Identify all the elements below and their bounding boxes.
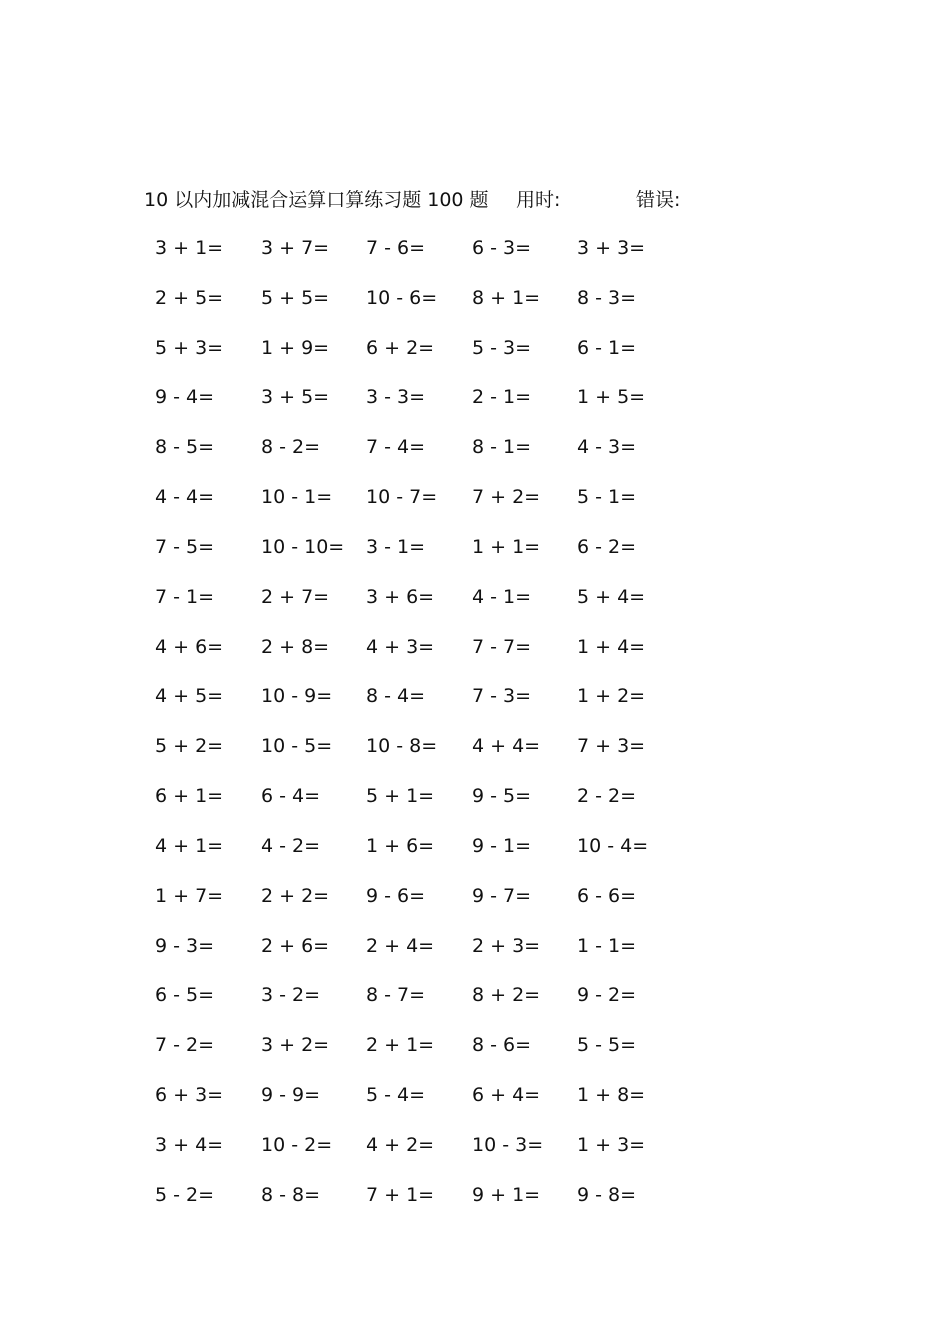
problem-item: 1 + 1= xyxy=(472,535,541,558)
problem-item: 10 - 1= xyxy=(261,486,333,509)
problem-item: 9 - 7= xyxy=(472,884,532,907)
problem-item: 3 + 7= xyxy=(261,237,330,259)
problem-item: 2 + 8= xyxy=(261,635,330,658)
problem-item: 4 + 6= xyxy=(155,635,224,658)
problem-item: 6 + 1= xyxy=(155,785,224,808)
problem-item: 6 - 6= xyxy=(577,884,637,907)
problem-item: 5 - 2= xyxy=(155,1183,215,1206)
problem-item: 7 + 2= xyxy=(472,486,541,509)
problem-item: 2 - 2= xyxy=(577,785,637,808)
problem-item: 8 + 2= xyxy=(472,984,541,1007)
problem-row xyxy=(0,433,950,483)
problem-row xyxy=(0,682,950,732)
problem-row xyxy=(0,284,950,334)
problem-row xyxy=(0,1131,950,1181)
problem-item: 8 - 5= xyxy=(155,436,215,459)
problem-row xyxy=(0,383,950,433)
problem-grid xyxy=(0,234,950,1231)
problem-row xyxy=(0,882,950,932)
problem-item: 3 + 4= xyxy=(155,1133,224,1156)
problem-item: 9 - 3= xyxy=(155,934,215,957)
problem-item: 1 + 5= xyxy=(577,386,646,409)
problem-item: 5 + 1= xyxy=(366,785,435,808)
problem-item: 6 + 4= xyxy=(472,1084,541,1107)
problem-item: 3 + 2= xyxy=(261,1034,330,1057)
problem-row xyxy=(0,782,950,832)
problem-item: 1 + 6= xyxy=(366,834,435,857)
problem-item: 8 - 1= xyxy=(472,436,532,459)
problem-row xyxy=(0,583,950,633)
problem-item: 6 - 4= xyxy=(261,785,321,808)
problem-item: 1 + 3= xyxy=(577,1133,646,1156)
problem-item: 6 - 3= xyxy=(472,237,532,259)
time-label: 用时: xyxy=(516,189,561,211)
problem-item: 10 - 2= xyxy=(261,1133,333,1156)
problem-row xyxy=(0,981,950,1031)
problem-item: 4 - 1= xyxy=(472,585,532,608)
problem-row xyxy=(0,633,950,683)
problem-item: 6 - 5= xyxy=(155,984,215,1007)
problem-item: 6 - 1= xyxy=(577,336,637,359)
problem-item: 10 - 7= xyxy=(366,486,438,509)
problem-item: 3 - 1= xyxy=(366,535,426,558)
problem-item: 2 + 6= xyxy=(261,934,330,957)
problem-item: 5 - 1= xyxy=(577,486,637,509)
problem-item: 10 - 4= xyxy=(577,834,649,857)
problem-item: 3 - 2= xyxy=(261,984,321,1007)
problem-row xyxy=(0,1031,950,1081)
problem-item: 5 + 3= xyxy=(155,336,224,359)
problem-item: 3 + 3= xyxy=(577,237,646,259)
problem-item: 1 - 1= xyxy=(577,934,637,957)
problem-row xyxy=(0,533,950,583)
problem-item: 3 + 5= xyxy=(261,386,330,409)
problem-item: 10 - 3= xyxy=(472,1133,544,1156)
problem-item: 2 + 2= xyxy=(261,884,330,907)
problem-row xyxy=(0,1181,950,1231)
problem-item: 2 + 1= xyxy=(366,1034,435,1057)
problem-item: 4 + 3= xyxy=(366,635,435,658)
problem-row xyxy=(0,234,950,284)
problem-row xyxy=(0,1081,950,1131)
problem-item: 10 - 8= xyxy=(366,735,438,758)
problem-item: 2 - 1= xyxy=(472,386,532,409)
problem-item: 2 + 7= xyxy=(261,585,330,608)
problem-item: 1 + 8= xyxy=(577,1084,646,1107)
problem-item: 9 - 5= xyxy=(472,785,532,808)
problem-item: 7 - 1= xyxy=(155,585,215,608)
problem-item: 1 + 9= xyxy=(261,336,330,359)
problem-item: 1 + 4= xyxy=(577,635,646,658)
problem-item: 7 - 5= xyxy=(155,535,215,558)
problem-item: 4 - 4= xyxy=(155,486,215,509)
problem-item: 9 - 4= xyxy=(155,386,215,409)
problem-item: 7 + 1= xyxy=(366,1183,435,1206)
problem-item: 1 + 2= xyxy=(577,685,646,708)
problem-item: 9 - 2= xyxy=(577,984,637,1007)
problem-item: 4 - 3= xyxy=(577,436,637,459)
problem-item: 9 - 1= xyxy=(472,834,532,857)
problem-item: 8 + 1= xyxy=(472,286,541,309)
problem-item: 8 - 8= xyxy=(261,1183,321,1206)
problem-row xyxy=(0,832,950,882)
problem-row xyxy=(0,334,950,384)
problem-item: 4 + 4= xyxy=(472,735,541,758)
problem-item: 1 + 7= xyxy=(155,884,224,907)
problem-item: 7 + 3= xyxy=(577,735,646,758)
problem-item: 5 + 4= xyxy=(577,585,646,608)
problem-item: 3 + 1= xyxy=(155,237,224,259)
problem-item: 7 - 6= xyxy=(366,237,426,259)
problem-item: 4 + 2= xyxy=(366,1133,435,1156)
problem-item: 7 - 7= xyxy=(472,635,532,658)
problem-item: 4 - 2= xyxy=(261,834,321,857)
problem-item: 10 - 10= xyxy=(261,535,345,558)
problem-item: 5 - 4= xyxy=(366,1084,426,1107)
problem-item: 5 + 5= xyxy=(261,286,330,309)
problem-item: 2 + 3= xyxy=(472,934,541,957)
problem-item: 9 - 9= xyxy=(261,1084,321,1107)
problem-item: 4 + 5= xyxy=(155,685,224,708)
problem-item: 10 - 6= xyxy=(366,286,438,309)
problem-item: 4 + 1= xyxy=(155,834,224,857)
problem-item: 5 - 3= xyxy=(472,336,532,359)
problem-item: 6 - 2= xyxy=(577,535,637,558)
problem-item: 9 - 8= xyxy=(577,1183,637,1206)
problem-item: 8 - 2= xyxy=(261,436,321,459)
problem-item: 10 - 5= xyxy=(261,735,333,758)
problem-item: 3 - 3= xyxy=(366,386,426,409)
problem-item: 8 - 4= xyxy=(366,685,426,708)
problem-row xyxy=(0,732,950,782)
problem-item: 3 + 6= xyxy=(366,585,435,608)
problem-item: 5 - 5= xyxy=(577,1034,637,1057)
problem-item: 8 - 7= xyxy=(366,984,426,1007)
problem-row xyxy=(0,932,950,982)
problem-item: 6 + 2= xyxy=(366,336,435,359)
worksheet-title: 10 以内加减混合运算口算练习题 100 题 xyxy=(144,189,489,211)
problem-item: 7 - 2= xyxy=(155,1034,215,1057)
problem-item: 6 + 3= xyxy=(155,1084,224,1107)
problem-item: 8 - 3= xyxy=(577,286,637,309)
problem-item: 10 - 9= xyxy=(261,685,333,708)
error-label: 错误: xyxy=(636,189,681,211)
problem-item: 2 + 4= xyxy=(366,934,435,957)
problem-row xyxy=(0,483,950,533)
problem-item: 5 + 2= xyxy=(155,735,224,758)
problem-item: 9 - 6= xyxy=(366,884,426,907)
problem-item: 7 - 4= xyxy=(366,436,426,459)
problem-item: 8 - 6= xyxy=(472,1034,532,1057)
problem-item: 7 - 3= xyxy=(472,685,532,708)
problem-item: 9 + 1= xyxy=(472,1183,541,1206)
problem-item: 2 + 5= xyxy=(155,286,224,309)
